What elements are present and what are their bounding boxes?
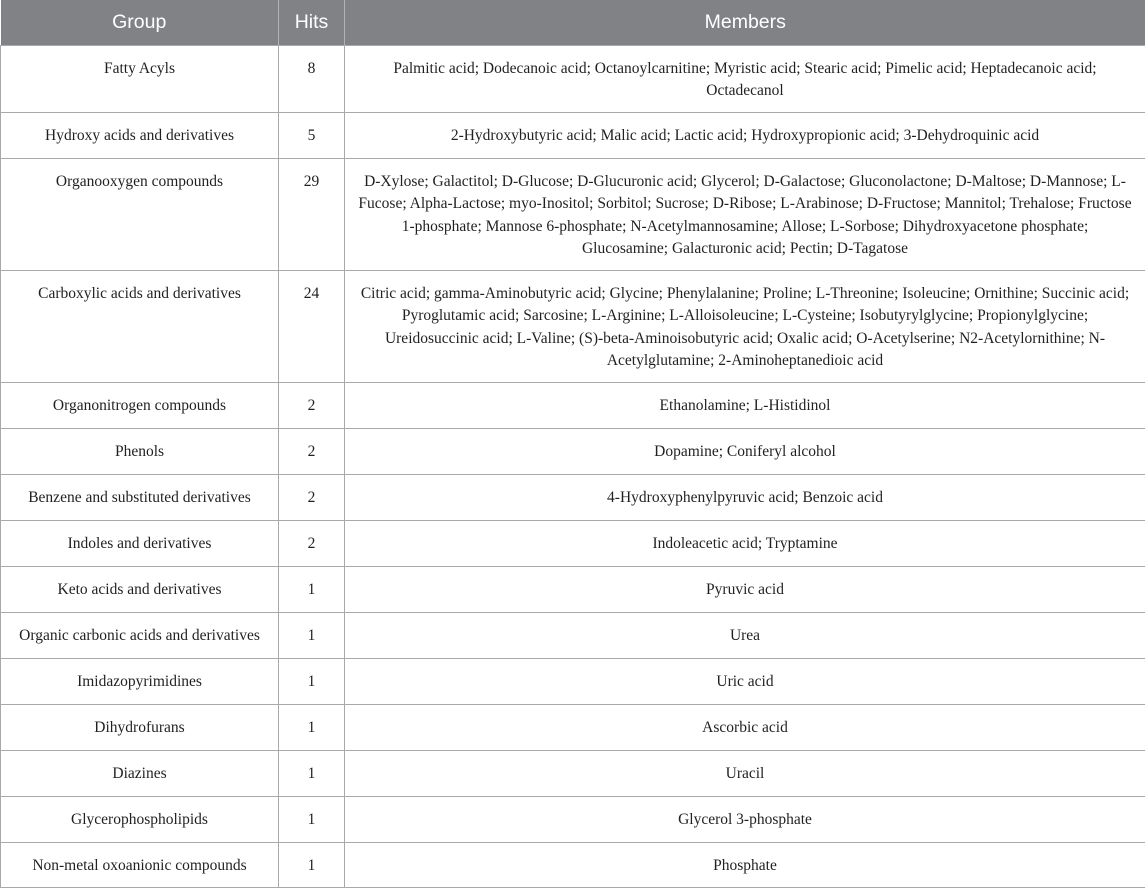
table-row (1, 842, 1145, 887)
header-row (1, 0, 1145, 45)
hits-cell: 29 (279, 158, 345, 270)
group-cell: Fatty Acyls (1, 45, 279, 112)
group-cell: Keto acids and derivatives (1, 566, 279, 612)
table-row (1, 704, 1145, 750)
members-cell: Urea (345, 612, 1145, 658)
hits-cell: 1 (279, 750, 345, 796)
group-cell: Dihydrofurans (1, 704, 279, 750)
members-cell: Citric acid; gamma-Aminobutyric acid; Glycine; Phenylalanine; Proline; L-Threonine; Isoleucine; Ornithine; Succinic acid; Pyroglutamic acid; Sarcosine; L-Arginine; L-Alloisoleucine; L-Cysteine; Isobutyrylglycine; Propionylglycine; Ureidosuccinic acid; L-Valine; (S)-beta-Aminoisobutyric acid; Oxalic acid; O-Acetylserine; N2-Acetylornithine; N-Acetylglutamine; 2-Aminoheptanedioic acid (345, 270, 1145, 382)
table-row (1, 750, 1145, 796)
hits-cell: 1 (279, 796, 345, 842)
table-row (1, 566, 1145, 612)
group-cell: Carboxylic acids and derivatives (1, 270, 279, 382)
hits-cell: 2 (279, 520, 345, 566)
group-cell: Organonitrogen compounds (1, 382, 279, 428)
group-cell: Phenols (1, 428, 279, 474)
group-cell: Glycerophospholipids (1, 796, 279, 842)
table-row (1, 382, 1145, 428)
column-header-members: Members (345, 0, 1145, 45)
table-row (1, 158, 1145, 270)
group-cell: Diazines (1, 750, 279, 796)
table-row (1, 474, 1145, 520)
members-cell: Glycerol 3-phosphate (345, 796, 1145, 842)
hits-cell: 24 (279, 270, 345, 382)
hits-cell: 1 (279, 566, 345, 612)
group-cell: Organic carbonic acids and derivatives (1, 612, 279, 658)
table-header (1, 0, 1145, 45)
members-cell: Ascorbic acid (345, 704, 1145, 750)
group-cell: Imidazopyrimidines (1, 658, 279, 704)
table-row (1, 612, 1145, 658)
members-cell: 4-Hydroxyphenylpyruvic acid; Benzoic acid (345, 474, 1145, 520)
hits-cell: 1 (279, 658, 345, 704)
hits-cell: 2 (279, 428, 345, 474)
group-cell: Hydroxy acids and derivatives (1, 112, 279, 158)
hits-cell: 1 (279, 612, 345, 658)
group-cell: Non-metal oxoanionic compounds (1, 842, 279, 887)
column-header-group: Group (1, 0, 279, 45)
table-row (1, 658, 1145, 704)
members-cell: Ethanolamine; L-Histidinol (345, 382, 1145, 428)
members-cell: Uracil (345, 750, 1145, 796)
group-cell: Benzene and substituted derivatives (1, 474, 279, 520)
table-row (1, 270, 1145, 382)
table-row (1, 112, 1145, 158)
hits-cell: 1 (279, 842, 345, 887)
table-row (1, 520, 1145, 566)
column-header-hits: Hits (279, 0, 345, 45)
members-cell: D-Xylose; Galactitol; D-Glucose; D-Glucuronic acid; Glycerol; D-Galactose; Gluconolactone; D-Maltose; D-Mannose; L-Fucose; Alpha-Lactose; myo-Inositol; Sorbitol; Sucrose; D-Ribose; L-Arabinose; D-Fructose; Mannitol; Trehalose; Fructose 1-phosphate; Mannose 6-phosphate; N-Acetylmannosamine; Allose; L-Sorbose; Dihydroxyacetone phosphate; Glucosamine; Galacturonic acid; Pectin; D-Tagatose (345, 158, 1145, 270)
members-cell: Palmitic acid; Dodecanoic acid; Octanoylcarnitine; Myristic acid; Stearic acid; Pimelic acid; Heptadecanoic acid; Octadecanol (345, 45, 1145, 112)
hits-cell: 1 (279, 704, 345, 750)
hits-cell: 2 (279, 474, 345, 520)
members-cell: Uric acid (345, 658, 1145, 704)
table-row (1, 428, 1145, 474)
members-cell: 2-Hydroxybutyric acid; Malic acid; Lactic acid; Hydroxypropionic acid; 3-Dehydroquinic acid (345, 112, 1145, 158)
group-cell: Indoles and derivatives (1, 520, 279, 566)
hits-cell: 2 (279, 382, 345, 428)
members-cell: Pyruvic acid (345, 566, 1145, 612)
members-cell: Dopamine; Coniferyl alcohol (345, 428, 1145, 474)
members-cell: Indoleacetic acid; Tryptamine (345, 520, 1145, 566)
members-cell: Phosphate (345, 842, 1145, 887)
group-cell: Organooxygen compounds (1, 158, 279, 270)
table-body (1, 45, 1145, 887)
hits-cell: 8 (279, 45, 345, 112)
table-row (1, 796, 1145, 842)
hits-cell: 5 (279, 112, 345, 158)
table-row (1, 45, 1145, 112)
